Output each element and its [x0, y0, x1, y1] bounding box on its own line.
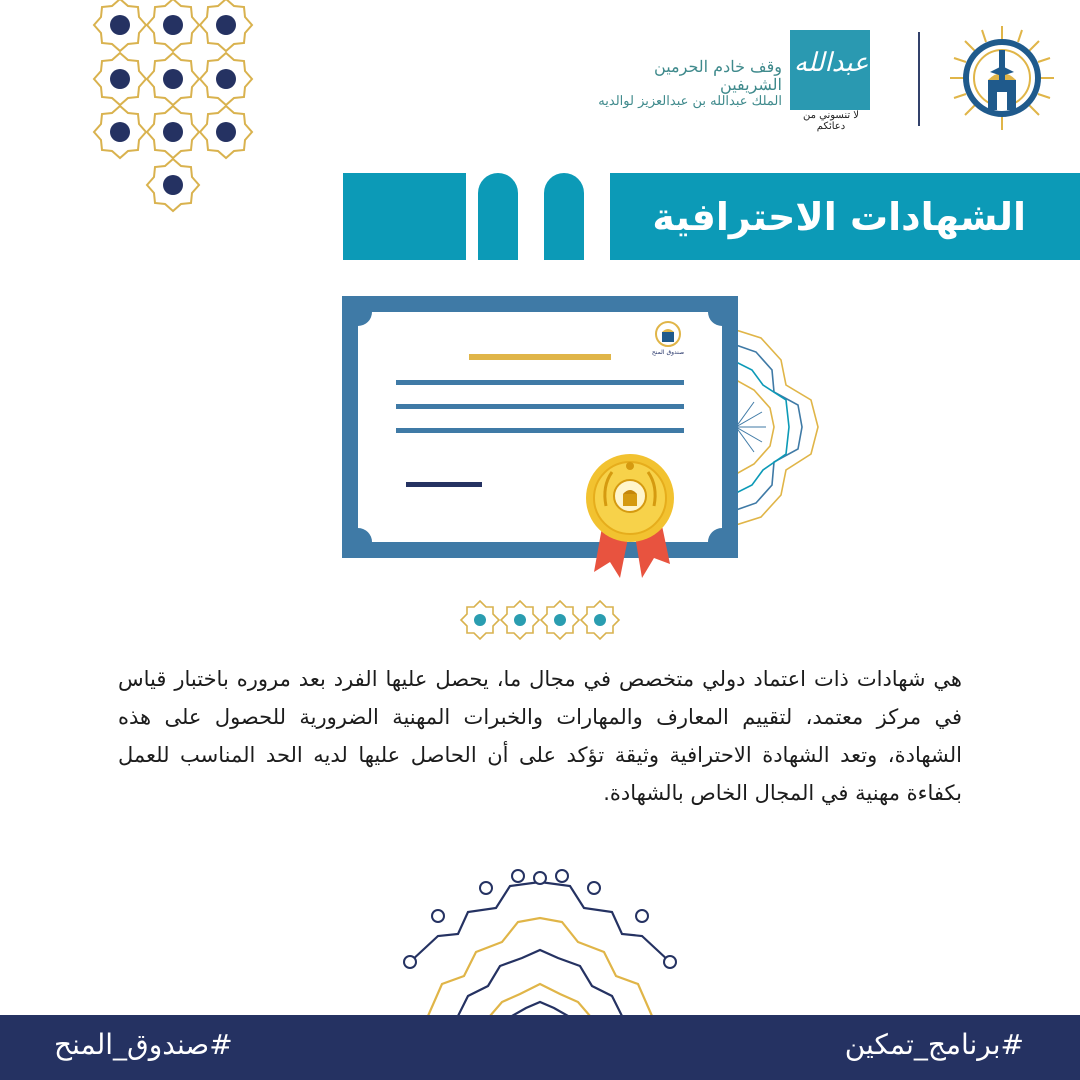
stars-divider — [458, 598, 622, 642]
certificate-illustration — [342, 296, 738, 582]
certificate-emblem-icon — [656, 322, 680, 346]
hashtag-fund[interactable]: #صندوق_المنح — [54, 1028, 233, 1061]
banner-block-left — [343, 173, 466, 260]
banner-pillar — [478, 173, 518, 260]
page-title: الشهادات الاحترافية — [652, 194, 1026, 239]
abdullah-tagline: لا تنسوني من دعائكم — [802, 110, 860, 132]
university-emblem-icon — [946, 22, 1058, 134]
abdullah-signature: عبدالله — [794, 48, 869, 78]
waqf-line1: وقف خادم الحرمين الشريفين — [654, 57, 782, 95]
decorative-rosette — [736, 330, 826, 525]
banner-pillar — [544, 173, 584, 260]
header-divider — [918, 32, 920, 126]
certificate-signature-line — [406, 482, 482, 487]
certificate-seal-caption: صندوق المنح — [651, 349, 685, 356]
certificate-text-line — [396, 404, 684, 409]
hashtag-program[interactable]: #برنامج_تمكين — [844, 1028, 1024, 1061]
waqf-line2: الملك عبدالله بن عبدالعزيز لوالديه — [598, 93, 782, 109]
waqf-text — [592, 58, 782, 110]
title-banner — [610, 173, 1080, 260]
decorative-star-pattern — [88, 0, 258, 215]
gold-seal-icon — [586, 454, 674, 542]
certificate-text-line — [396, 380, 684, 385]
decorative-bottom-rosette — [398, 866, 682, 1016]
certificate-title-line — [469, 354, 611, 360]
certificate-text-line — [396, 428, 684, 433]
abdullah-logo — [790, 30, 870, 110]
description-paragraph: هي شهادات ذات اعتماد دولي متخصص في مجال ما، يحصل عليها الفرد بعد مروره باختبار قياس في مركز معتمد، لتقييم المعارف والمهارات والخبرات المهنية الضرورية للحصول على هذه الشهادة، وتعد الشهادة الاحترافية وثيقة تؤكد على أن الحاصل عليها لديه الحد المناسب للعمل بكفاءة مهنية في المجال الخاص بالشهادة. — [118, 667, 962, 805]
